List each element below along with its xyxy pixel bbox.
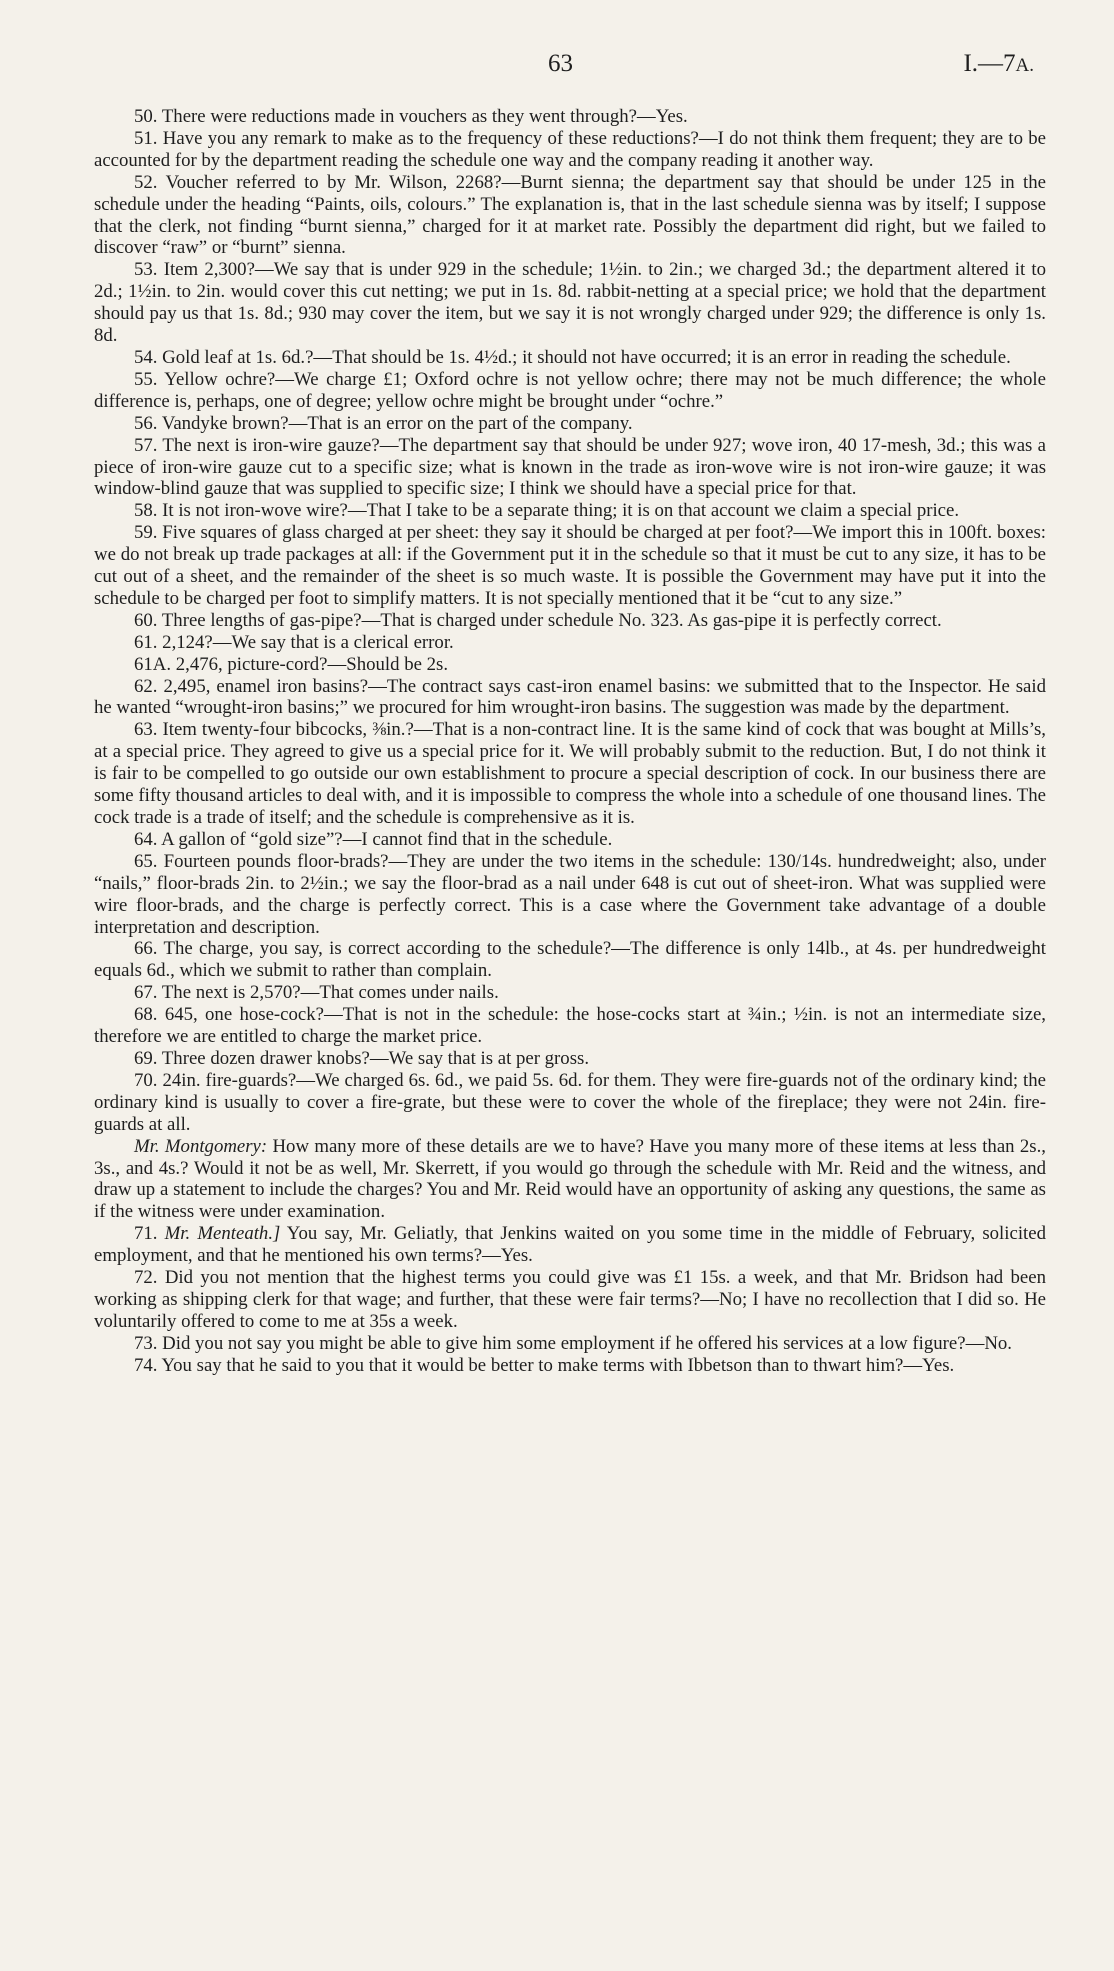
- speaker-name: Mr. Menteath.]: [164, 1223, 281, 1245]
- paragraph: 70. 24in. fire-guards?—We charged 6s. 6d., we paid 5s. 6d. for them. They were fire-guards not of the ordinary kind; the ordinary kind is usually to cover a fire-grate, but these were to cover the whole of the fireplace; they were not 24in. fire-guards at all.: [94, 1069, 1046, 1135]
- paragraph: 56. Vandyke brown?—That is an error on the part of the company.: [134, 412, 633, 434]
- paragraph: 63. Item twenty-four bibcocks, ⅜in.?—That is a non-contract line. It is the same kind of cock that was bought at Mills’s, at a special price. They agreed to give us a special price for it. We will probably submit to the reduction. But, I do not think it is fair to be compelled to go outside our own establishment to procure a special description of cock. In our business there are some fifty thousand articles to deal with, and it is impossible to compress the whole into a schedule of one thousand lines. The cock trade is a trade of itself; and the schedule is comprehensive as it is.: [94, 719, 1046, 828]
- paragraph: 60. Three lengths of gas-pipe?—That is charged under schedule No. 323. As gas-pipe it is perfectly correct.: [134, 609, 942, 631]
- paragraph: 68. 645, one hose-cock?—That is not in the schedule: the hose-cocks start at ¾in.; ½in. is not an intermediate size, therefore we are entitled to charge the market price.: [94, 1004, 1046, 1048]
- page-header: [0, 50, 1114, 90]
- paragraph: 74. You say that he said to you that it would be better to make terms with Ibbetson than to thwart him?—Yes.: [134, 1354, 955, 1376]
- speaker-name: Mr. Montgomery:: [134, 1135, 268, 1157]
- paragraph: 65. Fourteen pounds floor-brads?—They are under the two items in the schedule: 130/14s. hundredweight; also, under “nails,” floor-brads 2in. to 2½in.; we say the floor-brad as a nail under 648 is cut out of sheet-iron. What was supplied were wire floor-brads, and the charge is perfectly correct. This is a case where the Government take advantage of a double interpretation and description.: [94, 850, 1046, 938]
- paragraph: 53. Item 2,300?—We say that is under 929 in the schedule; 1½in. to 2in.; we charged 3d.; the department altered it to 2d.; 1½in. to 2in. would cover this cut netting; we put in 1s. 8d. rabbit-netting at a special price; we hold that the department should pay us that 1s. 8d.; 930 may cover the item, but we say it is not wrongly charged under 929; the difference is only 1s. 8d.: [94, 259, 1046, 347]
- paragraph: 52. Voucher referred to by Mr. Wilson, 2268?—Burnt sienna; the department say that should be under 125 in the schedule under the heading “Paints, oils, colours.” The explanation is, that in the last schedule sienna was by itself; I suppose that the clerk, not finding “burnt sienna,” charged for it at market rate. Possibly the department did right, but we failed to discover “raw” or “burnt” sienna.: [94, 171, 1046, 259]
- paragraph: 55. Yellow ochre?—We charge £1; Oxford ochre is not yellow ochre; there may not be much difference; the whole difference is, perhaps, one of degree; yellow ochre might be brought under “ochre.”: [94, 368, 1046, 412]
- paragraph: 54. Gold leaf at 1s. 6d.?—That should be 1s. 4½d.; it should not have occurred; it is an error in reading the schedule.: [134, 346, 1011, 368]
- page-number: 63: [548, 50, 573, 77]
- paragraph: 62. 2,495, enamel iron basins?—The contract says cast-iron enamel basins: we submitted that to the Inspector. He said he wanted “wrought-iron basins;” we procured for him wrought-iron basins. The suggestion was made by the department.: [94, 675, 1046, 719]
- paragraph: Mr. Montgomery: How many more of these details are we to have? Have you many more of these items at less than 2s., 3s., and 4s.? Would it not be as well, Mr. Skerrett, if you would go through the schedule with Mr. Reid and the witness, and draw up a statement to include the charges? You and Mr. Reid would have an opportunity of asking any questions, the same as if the witness were under examination.: [94, 1135, 1046, 1223]
- paragraph: 58. It is not iron-wove wire?—That I take to be a separate thing; it is on that account we claim a special price.: [134, 500, 960, 522]
- paragraph: 73. Did you not say you might be able to give him some employment if he offered his services at a low figure?—No.: [134, 1332, 1013, 1354]
- paragraph: 71. Mr. Menteath.] You say, Mr. Geliatly, that Jenkins waited on you some time in the middle of February, solicited employment, and that he mentioned his own terms?—Yes.: [94, 1223, 1046, 1267]
- paragraph: 67. The next is 2,570?—That comes under nails.: [134, 982, 499, 1004]
- paragraph: 72. Did you not mention that the highest terms you could give was £1 15s. a week, and that Mr. Bridson had been working as shipping clerk for that wage; and further, that these were fair terms?—No; I have no recollection that I did so. He voluntarily offered to come to me at 35s a week.: [94, 1267, 1046, 1332]
- paragraph: 59. Five squares of glass charged at per sheet: they say it should be charged at per foot?—We import this in 100ft. boxes: we do not break up trade packages at all: if the Government put it in the schedule so that it must be cut to any size, it has to be cut out of a sheet, and the remainder of the sheet is so much waste. It is possible the Government may have put it into the schedule to be charged per foot to simplify matters. It is not specially mentioned that it be “cut to any size.”: [94, 522, 1046, 609]
- page-body: [94, 106, 1046, 1377]
- page-reference: [963, 50, 1034, 78]
- paragraph: 57. The next is iron-wire gauze?—The department say that should be under 927; wove iron, 40 17-mesh, 3d.; this was a piece of iron-wire gauze cut to a specific size; what is known in the trade as iron-wove wire is not iron-wire gauze; it was window-blind gauze that was supplied to specific size; I think we should have a special price for that.: [94, 434, 1046, 500]
- paragraph: 61. 2,124?—We say that is a clerical error.: [134, 631, 454, 653]
- page-reference-suffix: A.: [1015, 55, 1034, 76]
- page-reference-main: I.—7: [963, 50, 1016, 77]
- paragraph: 66. The charge, you say, is correct according to the schedule?—The difference is only 14lb., at 4s. per hundredweight equals 6d., which we submit to rather than complain.: [94, 938, 1046, 982]
- paragraph: 51. Have you any remark to make as to the frequency of these reductions?—I do not think them frequent; they are to be accounted for by the department reading the schedule one way and the company reading it another way.: [94, 127, 1046, 171]
- paragraph: 61A. 2,476, picture-cord?—Should be 2s.: [134, 653, 449, 675]
- paragraph: 50. There were reductions made in vouchers as they went through?—Yes.: [134, 106, 688, 127]
- paragraph: 69. Three dozen drawer knobs?—We say that is at per gross.: [134, 1047, 590, 1069]
- paragraph: 64. A gallon of “gold size”?—I cannot find that in the schedule.: [134, 828, 613, 850]
